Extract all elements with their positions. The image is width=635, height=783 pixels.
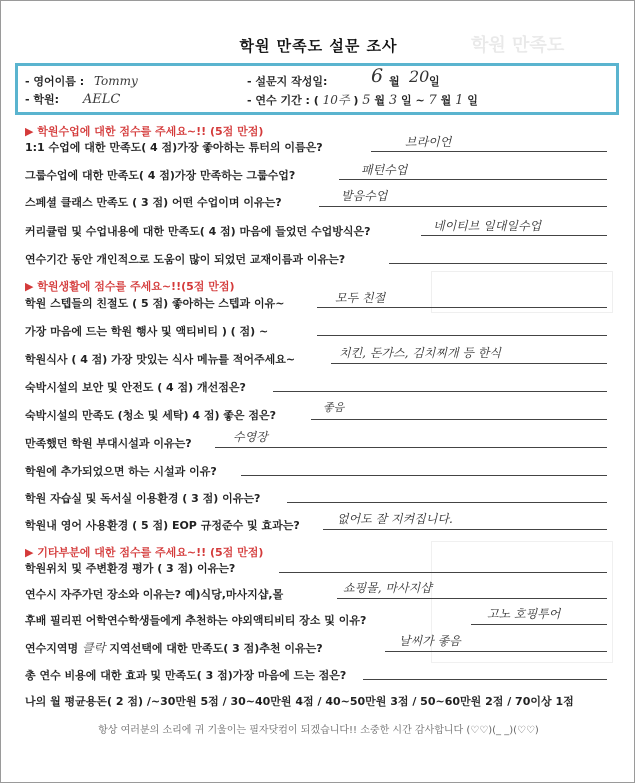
region-value: 클락: [82, 641, 106, 655]
training-weeks: 10주: [322, 93, 350, 107]
english-name-value: Tommy: [93, 74, 138, 88]
section-heading-class: ▶ 학원수업에 대한 점수를 주세요~!! (5점 만점): [25, 125, 264, 138]
question-17: 후배 필리핀 어학연수학생들에게 추천하는 야외액티비티 장소 및 이유?: [25, 614, 367, 627]
answer-line: [241, 475, 607, 476]
footer-message: 항상 여러분의 소리에 귀 기울이는 필자닷컴이 되겠습니다!! 소중한 시간 감사합니다 (♡♡)(_ _)(♡♡): [98, 725, 539, 736]
page-title: 학원 만족도 설문 조사: [239, 37, 398, 55]
section-heading-other: ▶ 기타부분에 대한 점수를 주세요~!! (5점 만점): [25, 546, 264, 559]
answer-line: [389, 263, 607, 264]
bleed-through-text: 학원 만족도: [471, 35, 565, 56]
question-6: 학원 스텝들의 친절도 ( 5 점) 좋아하는 스텝과 이유~: [25, 297, 285, 310]
survey-date-label: - 설문지 작성일:: [247, 75, 328, 88]
answer-line: [331, 363, 607, 364]
academy-label: - 학원: AELC: [25, 92, 121, 107]
answer-10: 좋음: [323, 401, 345, 414]
answer-line: [339, 179, 607, 180]
question-7: 가장 마음에 드는 학원 행사 및 액티비티 ) ( 점) ~: [25, 325, 269, 338]
question-16: 연수시 자주가던 장소와 이유는? 예)식당,마사지샵,몰: [25, 588, 284, 601]
answer-8: 치킨, 돈가스, 김치찌개 등 한식: [339, 346, 501, 360]
question-4: 커리큘럼 및 수업내용에 대한 만족도( 4 점) 마음에 들었던 수업방식은?: [25, 225, 371, 238]
survey-month-value: 6: [371, 65, 384, 87]
training-period: - 연수 기간 : ( 10주 ) 5 월 3 일 ~ 7 월 1 일: [247, 93, 478, 108]
start-month: 5: [362, 93, 371, 108]
answer-4: 네이티브 일대일수업: [433, 219, 542, 233]
question-15: 학원위치 및 주변환경 평가 ( 3 점) 이유는?: [25, 562, 236, 575]
question-20: 나의 월 평균용돈( 2 점) /~30만원 5점 / 30~40만원 4점 / 40~50만원 3점 / 50~60만원 2점 / 70이상 1점: [25, 695, 574, 708]
answer-14: 없어도 잘 지켜집니다.: [337, 512, 453, 526]
answer-line: [279, 572, 607, 573]
answer-line: [421, 235, 607, 236]
question-12: 학원에 추가되었으면 하는 시설과 이유?: [25, 465, 217, 478]
answer-6: 모두 친절: [335, 291, 386, 305]
question-8: 학원식사 ( 4 점) 가장 맛있는 식사 메뉴를 적어주세요~: [25, 353, 296, 366]
survey-month-unit: 월: [389, 75, 400, 88]
answer-line: [323, 529, 607, 530]
academy-value: AELC: [82, 92, 121, 107]
answer-line: [363, 679, 607, 680]
answer-line: [337, 598, 607, 599]
answer-line: [319, 206, 607, 207]
section-heading-life: ▶ 학원생활에 점수를 주세요~!!(5점 만점): [25, 280, 235, 293]
question-18: 연수지역명 클락 지역선택에 대한 만족도( 3 점)추천 이유는?: [25, 641, 323, 655]
answer-line: [317, 307, 607, 308]
answer-line: [317, 335, 607, 336]
question-2: 그룹수업에 대한 만족도( 4 점)가장 만족하는 그룹수업?: [25, 169, 296, 182]
answer-3: 발음수업: [341, 189, 388, 203]
english-name-label: - 영어이름 : Tommy: [25, 74, 138, 88]
answer-line: [385, 651, 607, 652]
question-9: 숙박시설의 보안 및 안전도 ( 4 점) 개선점은?: [25, 381, 246, 394]
answer-line: [215, 447, 607, 448]
answer-line: [371, 151, 607, 152]
start-day: 3: [388, 93, 398, 108]
question-14: 학원내 영어 사용환경 ( 5 점) EOP 규정준수 및 효과는?: [25, 519, 300, 532]
survey-day-value: 20: [409, 67, 430, 86]
survey-day-unit: 일: [429, 75, 440, 88]
answer-line: [471, 624, 607, 625]
answer-2: 패턴수업: [361, 163, 408, 177]
question-5: 연수기간 동안 개인적으로 도움이 많이 되었던 교재이름과 이유는?: [25, 253, 346, 266]
answer-11: 수영장: [233, 430, 268, 444]
question-1: 1:1 수업에 대한 만족도( 4 점)가장 좋아하는 튜터의 이름은?: [25, 141, 323, 154]
answer-line: [273, 391, 607, 392]
end-day: 1: [455, 93, 464, 108]
question-13: 학원 자습실 및 독서실 이용환경 ( 3 점) 이유는?: [25, 492, 261, 505]
question-11: 만족했던 학원 부대시설과 이유는?: [25, 437, 192, 450]
answer-line: [287, 502, 607, 503]
question-19: 총 연수 비용에 대한 효과 및 만족도( 3 점)가장 마음에 드는 점은?: [25, 669, 347, 682]
question-3: 스페셜 클래스 만족도 ( 3 점) 어떤 수업이며 이유는?: [25, 196, 282, 209]
answer-17: 고노 호핑투어: [487, 607, 561, 621]
end-month: 7: [428, 93, 437, 108]
question-10: 숙박시설의 만족도 (청소 및 세탁) 4 점) 좋은 점은?: [25, 409, 277, 422]
answer-18: 날씨가 좋음: [399, 634, 461, 648]
answer-1: 브라이언: [405, 135, 452, 149]
answer-16: 쇼핑몰, 마사지샵: [343, 581, 432, 595]
answer-line: [311, 419, 607, 420]
